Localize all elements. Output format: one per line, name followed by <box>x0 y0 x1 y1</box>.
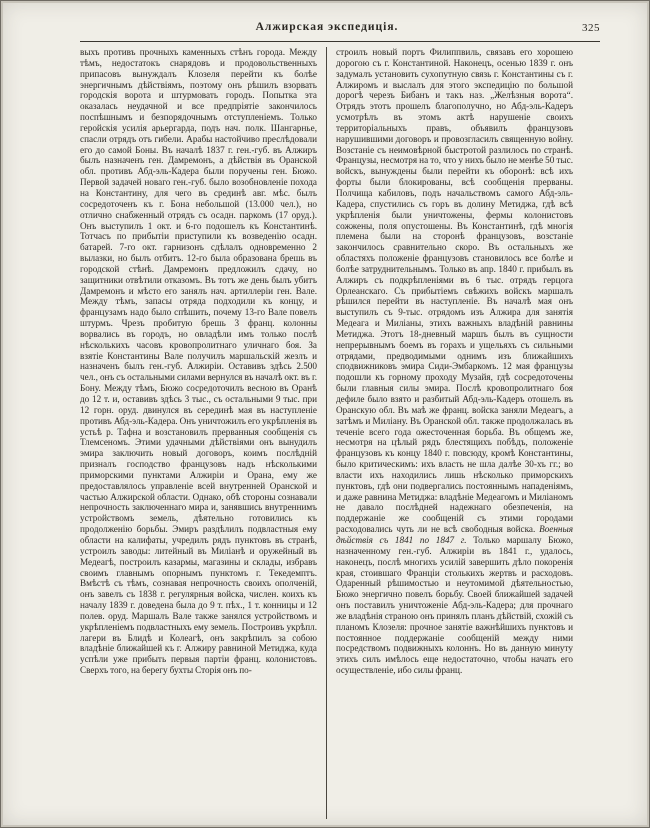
page-title: Алжирская экспедиція. <box>255 21 399 33</box>
text-segment: Маршалъ Вале также занялся устройствомъ и укрѣпленіемъ подвластныхъ ему земель. Построивъ укрѣпл. лагери въ Блидѣ и Колеагѣ, онъ закрѣпилъ за собою владѣніе ближайшей къ г. Алжиру равниной Метиджа, куда успѣли уже прибыть первыя партіи франц. колонистовъ. Сверхъ того, на берегу бухты Сторія онъ по- <box>80 610 317 676</box>
text-segment: Только въ апр. 1840 г. прибылъ въ Алжиръ съ подкрѣпленіями въ 6 тыс. отрядъ герцога Орлеанскаго. Съ прибытіемъ свѣжихъ войскъ маршалъ рѣшился перейти въ наступленіе. Въ началѣ мая онъ выступилъ съ 9-тыс. отрядомъ изъ Алжира для занятія Медеага и Миліаны, этихъ важныхъ владѣній равнины Метиджа. Этотъ 18-дневный маршъ былъ въ сущности непрерывнымъ боемъ въ горахъ и ущельяхъ съ сильными отрядами, предводимыми однимъ изъ ближайшихъ сподвижниковъ эмира Сиди-Эмбаркомъ. 12 мая французы подошли къ горному проходу Музайя, гдѣ сосредоточены были главныя силы эмира. Послѣ кровопролитнаго боя дефиле было взято и разбитый Абд-эль-Кадеръ отошелъ въ Оранскую обл. Въ маѣ же франц. войска заняли Медеагъ, а затѣмъ и Миліану. Въ Оранской обл. также продолжалась въ теченіе всего года ожесточенная борьба. Въ общемъ же, несмотря на цѣлый рядъ блестящихъ побѣдъ, положеніе французовъ къ концу 1840 г. повсюду, кромѣ Константины, было критическимъ: ихъ власть не шла далѣе 30-хъ гг.; во власти ихъ находились лишь нѣсколько приморскихъ пунктовъ, гдѣ они подвергались постояннымъ нападеніямъ, и даже равнина Метиджа: владѣніе Медеагомъ и Миліаномъ не давало послѣдней надежнаго обезпеченія, на поддержаніе же сообщеній съ этими городами расходовались чуть ли не всѣ свободныя войска. <box>336 263 573 535</box>
page-number: 325 <box>582 22 600 34</box>
text-segment: Въ началѣ 1837 г. ген.-губ. въ Алжиръ былъ назначенъ ген. Дамремонъ, а дѣйствія въ Оранской обл. противъ Абд-эль-Кадера были поручены ген. Бюжо. Первой задачей новаго ген.-губ. было возобновленіе похода на Константину, для чего въ срединѣ авг. мѣс. былъ сосредоточенъ къ г. Бона небольшой (13.000 чел.), но отлично снабженный отрядъ съ осадн. паркомъ (17 оруд.). Онъ выступилъ 1 окт. и 6-го подошелъ къ Константинѣ. Тотчасъ по прибытіи приступили къ возведенію осадн. батарей. 7-го окт. гарнизонъ сдѣлалъ одновременно 2 вылазки, но былъ отбитъ. 12-го была образована брешь въ городской стѣнѣ. Дамремонъ предложилъ сдачу, но защитники отвѣтили отказомъ. Въ тотъ же день былъ убитъ Дамремонъ и мѣсто его занялъ нач. артиллеріи ген. Вале. Между тѣмъ, запасы отряда подходили къ концу, и французамъ надо было спѣшить, почему 13-го Вале повелъ штурмъ. Чрезъ пробитую брешь 3 франц. колонны ворвались въ городъ, но овладѣли имъ только послѣ нѣсколькихъ часовъ кровопролитнаго уличнаго боя. За взятіе Константины Вале получилъ маршальскій жезлъ и назначенъ былъ ген.-губ. Алжиріи. Оставивъ здѣсь 2.500 чел., онъ съ остальными силами вернулся въ началѣ окт. въ г. Бону. <box>80 144 317 394</box>
column-divider-rule <box>326 47 327 819</box>
text-segment: Только маршалу Бюжо, назначенному ген.-губ. Алжиріи въ 1841 г., удалось, наконецъ, послѣ многихъ усилій завершить дѣло покоренія края, стоившаго Франціи столькихъ жертвъ и расходовъ. Одаренный рѣшимостью и неутомимой дѣятельностью, Бюжо энергично повелъ борьбу. Своей ближайшей задачей онъ поставилъ уничтоженіе Абд-эль-Кадера; для прочнаго же владѣнія страною онъ принялъ планъ дѣйствій, схожій съ планомъ Клозеля: прочное занятіе важнѣйшихъ пунктовъ и постоянное поддержаніе сообщеній между ними посредствомъ подвижныхъ колоннъ. Но въ данную минуту этихъ силъ имѣлось еще недостаточно, чтобы начать его осуществленіе, ибо силы франц. <box>336 534 573 676</box>
header-rule <box>80 41 600 42</box>
text-segment: Между тѣмъ, Бюжо сосредоточилъ весною въ Оранѣ до 12 т. и, оставивъ здѣсь 3 тыс., съ остальными 9 тыс. при 12 горн. оруд. двинулся въ серединѣ мая въ наступленіе противъ Абд-эль-Кадера. Онъ уничтожилъ его укрѣпленія въ устьѣ р. Тафна и возстановилъ прерванныя сообщенія съ Тлемсеномъ. Этими удачными дѣйствіями онъ вынудилъ эмира заключить новый договоръ, коимъ послѣдній призналъ господство французовъ надъ нѣсколькими приморскими пунктами Алжиріи и Орана, ему же предоставлялось управленіе всей внутренней Оранской и частью Алжирской области. <box>80 383 317 502</box>
text-columns <box>80 47 574 819</box>
text-column-right <box>336 47 573 819</box>
running-head <box>80 21 600 38</box>
text-segment: строилъ новый портъ Филиппвиль, связавъ его хорошею дорогою съ г. Константиной. Наконецъ, осенью 1839 г. онъ задумалъ установить сухопутную связь г. Константины съ г. Алжиромъ и выслалъ для этого экспедицію по большой дорогѣ черезъ Бибанъ и такъ наз. „Желѣзныя ворота“. Отрядъ этотъ прошелъ благополучно, но Абд-эль-Кадеръ усмотрѣлъ въ этомъ актѣ нарушеніе своихъ территоріальныхъ правъ, объявилъ французовъ нарушившими договоръ и провозгласилъ священную войну. Возстаніе съ неимовѣрной быстротой разлилось по странѣ. Французы, несмотря на то, что у нихъ было не менѣе 50 тыс. войскъ, вынуждены были перейти къ оборонѣ: всѣ ихъ форты были блокированы, всѣ сообщенія прерваны. Полчища кабиловъ, подъ начальствомъ самого Абд-эль-Кадера, спустились съ горъ въ долину Метиджа, гдѣ всѣ укрѣпленія были уничтожены, фермы колонистовъ сожжены, поля опустошены. Въ Константинѣ, гдѣ многія племена были на сторонѣ французовъ, возстаніе закончилось сравнительно скоро. Въ остальныхъ же областяхъ положеніе французовъ становилось все болѣе и болѣе затруднительнымъ. <box>336 47 573 274</box>
text-segment: Однако, обѣ стороны сознавали непрочность заключеннаго мира и, занявшись внутреннимъ устройствомъ земель, дѣятельно готовились къ продолженію борьбы. Эмиръ раздѣлилъ подвластныя ему области на калифаты, учредилъ рядъ пунктовъ въ странѣ, устроилъ заводы: литейный въ Миліанѣ и оружейный въ Медеагѣ, построилъ казармы, магазины и склады, избравъ своимъ главнымъ опорнымъ пунктомъ г. Текедемптъ. Вмѣстѣ съ тѣмъ, сознавая непрочность своихъ ополченій, онъ завелъ съ 1838 г. регулярныя войска, числен. коихъ къ началу 1839 г. доведена была до 9 т. пѣх., 1 т. конницы и 12 полев. оруд. <box>80 491 317 621</box>
page-content <box>80 21 600 819</box>
text-segment: Военныя дѣйствія съ 1841 по 1847 г. <box>336 524 573 545</box>
text-segment: выхъ противъ прочныхъ каменныхъ стѣнъ города. Между тѣмъ, недостатокъ снарядовъ и продовольственныхъ припасовъ вынуждалъ Клозеля перейти къ болѣе энергичнымъ дѣйствіямъ, поэтому онъ рѣшилъ взорвать городскія ворота и штурмовать городъ. Попытка эта оказалась неудачной и все предпріятіе закончилось поспѣшнымъ и безпорядочнымъ отступленіемъ. Только геройскія усилія арьергарда, подъ нач. полк. Шангарнье, спасли отрядъ отъ гибели. Арабы настойчиво преслѣдовали его до самой Боны. <box>80 47 317 155</box>
text-column-left <box>80 47 317 819</box>
